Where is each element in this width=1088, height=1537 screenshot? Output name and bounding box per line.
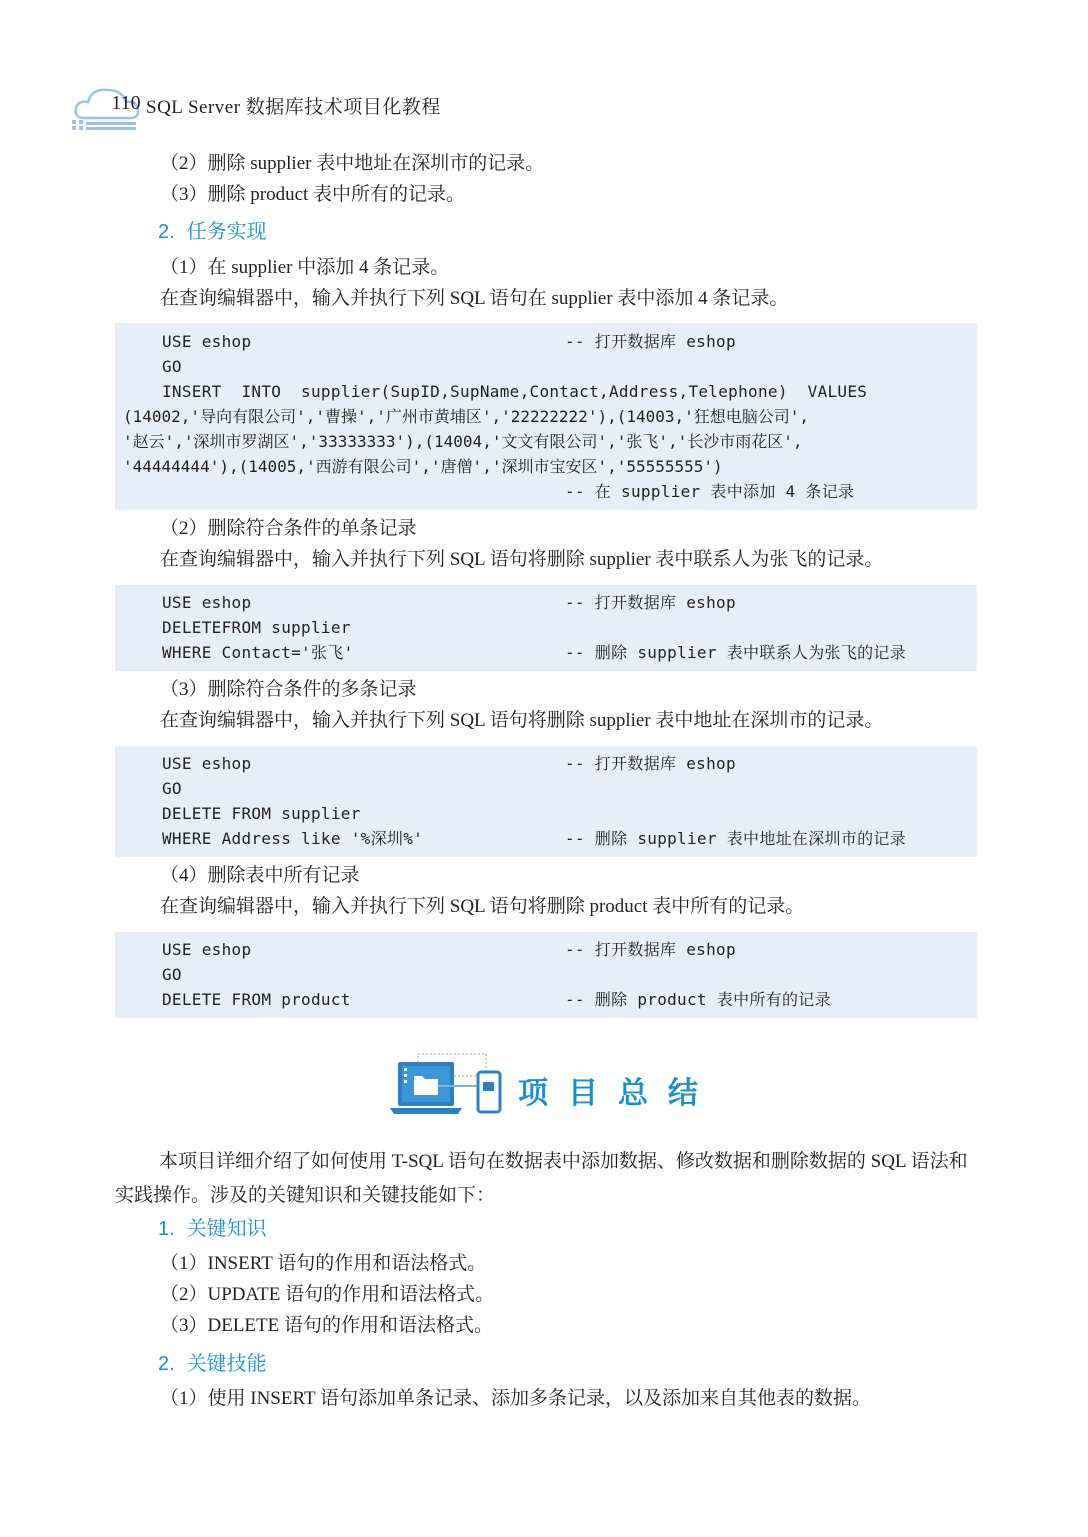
- code-comment: -- 打开数据库 eshop: [565, 332, 736, 351]
- laptop-folder-icon: [390, 1050, 510, 1120]
- heading-text: 任务实现: [186, 221, 267, 243]
- knowledge-item-3: （3）DELETE 语句的作用和语法格式。: [160, 1315, 494, 1336]
- heading-text: 关键知识: [186, 1218, 267, 1240]
- code-comment: -- 在 supplier 表中添加 4 条记录: [565, 482, 855, 501]
- code-block-1: [115, 323, 977, 510]
- code-line: WHERE Address like '%深圳%': [162, 829, 424, 848]
- code-block-4: [115, 932, 977, 1018]
- heading-number: 2.: [158, 1353, 175, 1375]
- section-heading-skills: [158, 1352, 267, 1376]
- heading-number: 2.: [158, 221, 175, 243]
- code-line: USE eshop: [162, 593, 252, 612]
- code-line: DELETE FROM supplier: [162, 804, 361, 823]
- code-line: DELETE FROM product: [162, 990, 351, 1009]
- code-comment: -- 删除 supplier 表中地址在深圳市的记录: [565, 829, 907, 848]
- section-heading-task: [158, 220, 267, 244]
- knowledge-item-1: （1）INSERT 语句的作用和语法格式。: [160, 1253, 487, 1274]
- code-line: '赵云','深圳市罗湖区','33333333'),(14004,'文文有限公司','张飞','长沙市雨花区',: [123, 432, 803, 451]
- code-comment: -- 打开数据库 eshop: [565, 940, 736, 959]
- code-comment: -- 删除 product 表中所有的记录: [565, 990, 831, 1009]
- code-block-3: [115, 746, 977, 857]
- step2-title: （2）删除符合条件的单条记录: [160, 518, 417, 539]
- heading-number: 1.: [158, 1218, 175, 1240]
- top-item-1: （2）删除 supplier 表中地址在深圳市的记录。: [160, 153, 545, 174]
- code-line: INSERT INTO supplier(SupID,SupName,Contact,Address,Telephone) VALUES: [162, 382, 868, 401]
- summary-heading: [390, 1050, 720, 1120]
- step4-desc: 在查询编辑器中，输入并执行下列 SQL 语句将删除 product 表中所有的记录。: [160, 896, 805, 917]
- page-number: 110: [111, 92, 141, 114]
- code-comment: -- 打开数据库 eshop: [565, 593, 736, 612]
- step1-desc: 在查询编辑器中，输入并执行下列 SQL 语句在 supplier 表中添加 4 条记录。: [160, 288, 789, 309]
- heading-text: 关键技能: [186, 1353, 267, 1375]
- step4-title: （4）删除表中所有记录: [160, 865, 360, 886]
- code-line: USE eshop: [162, 332, 252, 351]
- summary-title: 项目总结: [518, 1077, 718, 1110]
- top-item-2: （3）删除 product 表中所有的记录。: [160, 184, 466, 205]
- step2-desc: 在查询编辑器中，输入并执行下列 SQL 语句将删除 supplier 表中联系人为张飞的记录。: [160, 549, 884, 570]
- code-line: USE eshop: [162, 940, 252, 959]
- page-header: [70, 82, 490, 132]
- code-line: '44444444'),(14005,'西游有限公司','唐僧','深圳市宝安区','55555555'): [123, 457, 723, 476]
- step3-title: （3）删除符合条件的多条记录: [160, 679, 417, 700]
- code-line: WHERE Contact='张飞': [162, 643, 354, 662]
- section-heading-knowledge: [158, 1217, 267, 1241]
- step1-title: （1）在 supplier 中添加 4 条记录。: [160, 257, 450, 278]
- book-title: SQL Server 数据库技术项目化教程: [146, 97, 441, 118]
- knowledge-item-2: （2）UPDATE 语句的作用和语法格式。: [160, 1284, 495, 1305]
- code-comment: -- 删除 supplier 表中联系人为张飞的记录: [565, 643, 907, 662]
- code-comment: -- 打开数据库 eshop: [565, 754, 736, 773]
- step3-desc: 在查询编辑器中，输入并执行下列 SQL 语句将删除 supplier 表中地址在深圳市的记录。: [160, 710, 884, 731]
- summary-intro: 本项目详细介绍了如何使用 T-SQL 语句在数据表中添加数据、修改数据和删除数据的 SQL 语法和实践操作。涉及的关键知识和关键技能如下：: [115, 1151, 968, 1206]
- code-line: (14002,'导向有限公司','曹操','广州市黄埔区','22222222'),(14003,'狂想电脑公司',: [123, 407, 810, 426]
- code-line: USE eshop: [162, 754, 252, 773]
- code-line: GO: [162, 357, 182, 376]
- code-line: GO: [162, 965, 182, 984]
- code-block-2: [115, 585, 977, 671]
- code-line: DELETEFROM supplier: [162, 618, 351, 637]
- code-line: GO: [162, 779, 182, 798]
- skill-item-1: （1）使用 INSERT 语句添加单条记录、添加多条记录，以及添加来自其他表的数据。: [160, 1388, 872, 1409]
